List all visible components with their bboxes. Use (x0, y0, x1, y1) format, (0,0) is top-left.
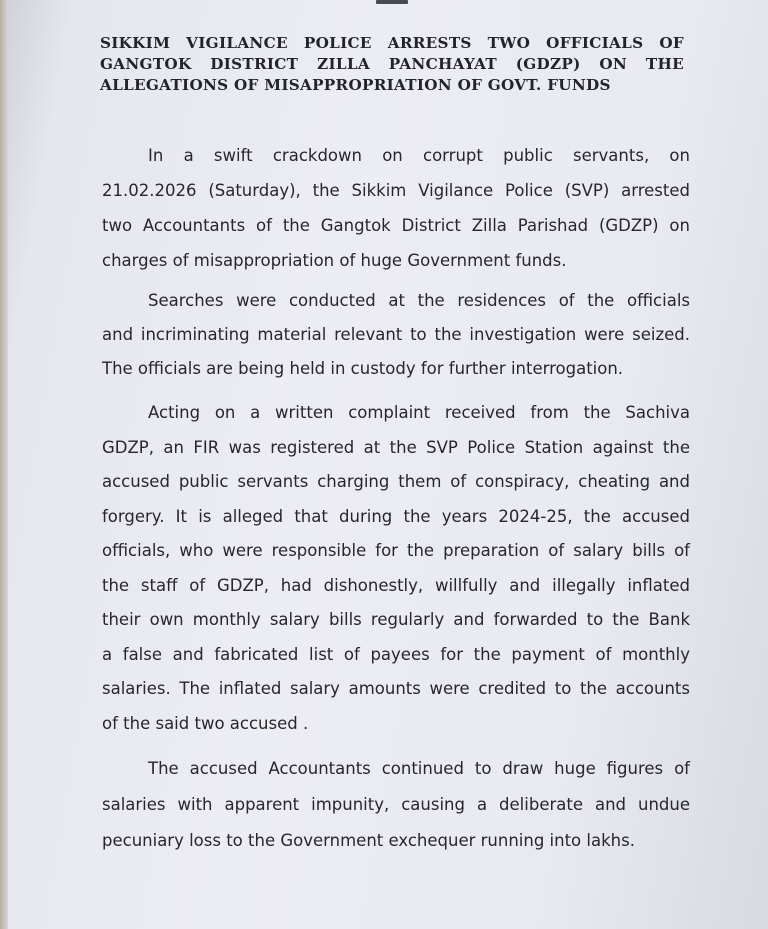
paragraph-line: salaries. The inflated salary amounts were credited to the accounts (102, 679, 690, 698)
paragraph-line: Searches were conducted at the residences of the officials (148, 291, 690, 310)
paragraph-line: and incriminating material relevant to the investigation were seized. (102, 325, 690, 344)
paragraph-line: In a swift crackdown on corrupt public servants, on (148, 146, 690, 165)
paragraph-line: 21.02.2026 (Saturday), the Sikkim Vigilance Police (SVP) arrested (102, 181, 690, 200)
page-edge-shadow (0, 0, 8, 929)
paragraph-line: The officials are being held in custody for further interrogation. (102, 359, 624, 378)
paragraph-line: their own monthly salary bills regularly and forwarded to the Bank (102, 610, 690, 629)
paragraph-line: GDZP, an FIR was registered at the SVP Police Station against the (102, 437, 690, 457)
paragraph-line: The accused Accountants continued to draw huge figures of (148, 759, 690, 778)
title-line: ALLEGATIONS OF MISAPPROPRIATION OF GOVT. FUNDS (100, 76, 611, 94)
paragraph-line: the staff of GDZP, had dishonestly, willfully and illegally inflated (102, 575, 690, 595)
paragraph-impunity (102, 751, 690, 859)
paragraph-line: accused public servants charging them of conspiracy, cheating and (102, 472, 690, 491)
paragraph-line: forgery. It is alleged that during the years 2024-25, the accused (102, 506, 690, 526)
paragraph-complaint (102, 396, 690, 741)
paragraph-arrest (102, 138, 690, 278)
paragraph-searches (102, 284, 690, 386)
paragraph-line: of the said two accused . (102, 713, 309, 733)
paragraph-line: two Accountants of the Gangtok District Zilla Parishad (GDZP) on (102, 216, 690, 235)
paragraph-line: a false and fabricated list of payees for the payment of monthly (102, 644, 690, 664)
press-release-title (100, 33, 684, 96)
paragraph-line: salaries with apparent impunity, causing a deliberate and undue (102, 795, 690, 814)
paragraph-line: pecuniary loss to the Government exchequer running into lakhs. (102, 831, 635, 850)
title-line: GANGTOK DISTRICT ZILLA PANCHAYAT (GDZP) ON THE (100, 55, 684, 73)
paragraph-line: officials, who were responsible for the preparation of salary bills of (102, 541, 690, 560)
title-line: SIKKIM VIGILANCE POLICE ARRESTS TWO OFFICIALS OF (100, 34, 684, 52)
top-edge-mark (376, 0, 408, 4)
paragraph-line: charges of misappropriation of huge Government funds. (102, 251, 567, 270)
paragraph-line: Acting on a written complaint received from the Sachiva (148, 403, 690, 422)
